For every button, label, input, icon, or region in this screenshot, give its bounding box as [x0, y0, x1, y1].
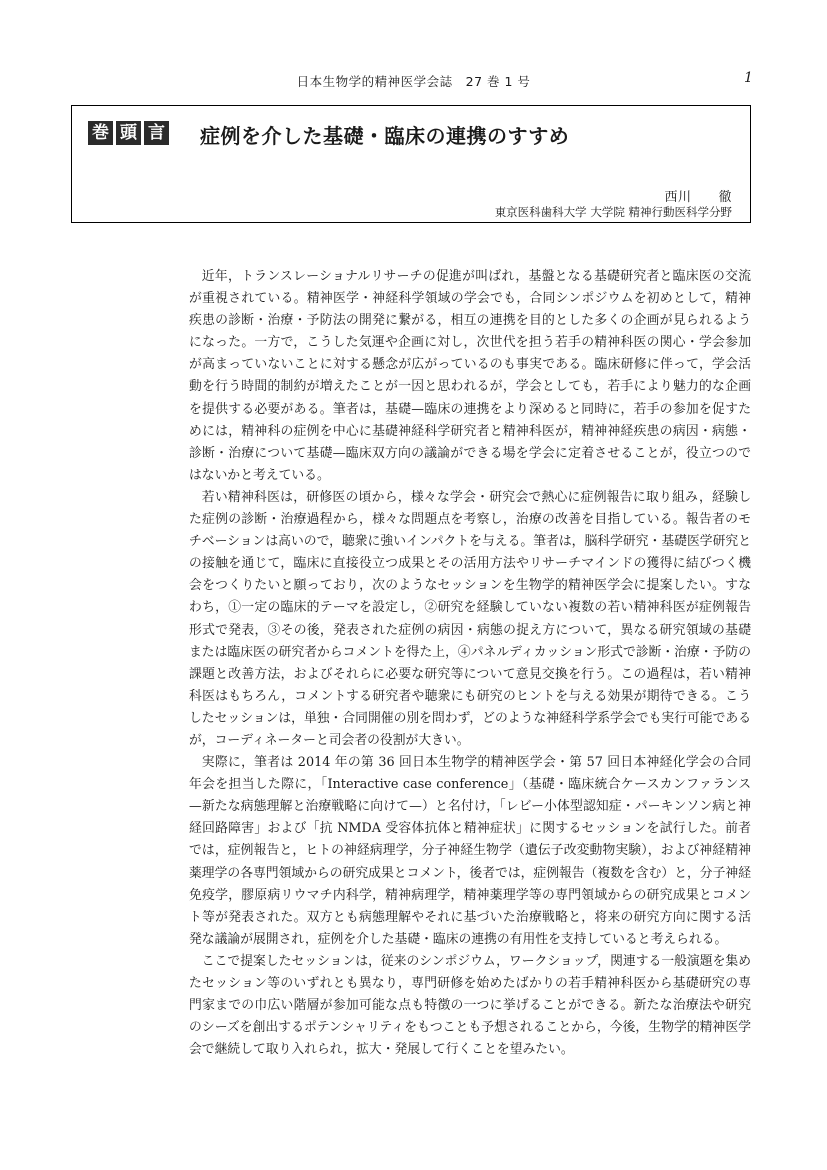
title-box	[71, 105, 751, 223]
section-label-char: 言	[144, 121, 169, 145]
author-name: 西川 徹	[664, 190, 732, 205]
article-title: 症例を介した基礎・臨床の連携のすすめ	[200, 124, 570, 148]
author-affiliation: 東京医科歯科大学 大学院 精神行動医科学分野	[494, 205, 732, 219]
body-paragraph: 実際に，筆者は 2014 年の第 36 回日本生物学的精神医学会・第 57 回日本神経化学会の合同年会を担当した際に，「Interactive case conference」（基礎・臨床統合ケースカンファランス—新たな病態理解と治療戦略に向けて—）と名付け，「レビー小体型認知症・パーキンソン病と神経回路障害」および「抗 NMDA 受容体抗体と精神症状」に関するセッションを試行した。前者では，症例報告と，ヒトの神経病理学，分子神経生物学（遺伝子改変動物実験），および神経精神薬理学の各専門領域からの研究成果とコメント，後者では，症例報告（複数を含む）と，分子神経免疫学，膠原病リウマチ内科学，精神病理学，精神薬理学等の専門領域からの研究成果とコメント等が発表された。双方とも病態理解やそれに基づいた治療戦略と，将来の研究方向に関する活発な議論が展開され，症例を介した基礎・臨床の連携の有用性を支持していると考えられる。	[189, 755, 751, 947]
section-label-char: 巻	[88, 121, 113, 145]
section-label	[88, 121, 169, 145]
article-body	[189, 266, 751, 1061]
section-label-char: 頭	[116, 121, 141, 145]
page-number: 1	[744, 70, 753, 86]
journal-running-header: 日本生物学的精神医学会誌 27 巻 1 号	[296, 74, 531, 89]
body-paragraph: ここで提案したセッションは，従来のシンポジウム，ワークショップ，関連する一般演題を集めたセッション等のいずれとも異なり，専門研修を始めたばかりの若手精神科医から基礎研究の専門家までの巾広い階層が参加可能な点も特徴の一つに挙げることができる。新たな治療法や研究のシーズを創出するポテンシャリティをもつことも予想されることから，今後，生物学的精神医学会で継続して取り入れられ，拡大・発展して行くことを望みたい。	[189, 953, 751, 1058]
body-paragraph: 若い精神科医は，研修医の頃から，様々な学会・研究会で熱心に症例報告に取り組み，経験した症例の診断・治療過程から，様々な問題点を考察し，治療の改善を目指している。報告者のモチベーションは高いので，聴衆に強いインパクトを与える。筆者は，脳科学研究・基礎医学研究との接触を通じて，臨床に直接役立つ成果とその活用方法やリサーチマインドの獲得に結びつく機会をつくりたいと願っており，次のようなセッションを生物学的精神医学会に提案したい。すなわち，①一定の臨床的テーマを設定し，②研究を経験していない複数の若い精神科医が症例報告形式で発表，③その後，発表された症例の病因・病態の捉え方について，異なる研究領域の基礎または臨床医の研究者からコメントを得た上，④パネルディカッション形式で診断・治療・予防の課題と改善方法，およびそれらに必要な研究等について意見交換を行う。この過程は，若い精神科医はもちろん，コメントする研究者や聴衆にも研究のヒントを与える効果が期待できる。こうしたセッションは，単独・合同開催の別を問わず，どのような神経科学系学会でも実行可能であるが，コーディネーターと司会者の役割が大きい。	[189, 489, 751, 748]
body-paragraph: 近年，トランスレーショナルリサーチの促進が叫ばれ，基盤となる基礎研究者と臨床医の交流が重視されている。精神医学・神経科学領域の学会でも，合同シンポジウムを初めとして，精神疾患の診断・治療・予防法の開発に繋がる，相互の連携を目的とした多くの企画が見られるようになった。一方で，こうした気運や企画に対し，次世代を担う若手の精神科医の関心・学会参加が高まっていないことに対する懸念が広がっているのも事実である。臨床研修に伴って，学会活動を行う時間的制約が増えたことが一因と思われるが，学会としても，若手により魅力的な企画を提供する必要がある。筆者は，基礎—臨床の連携をより深めると同時に，若手の参加を促すためには，精神科の症例を中心に基礎神経科学研究者と精神科医が，精神神経疾患の病因・病態・診断・治療について基礎—臨床双方向の議論ができる場を学会に定着させることが，役立つのではないかと考えている。	[189, 269, 751, 483]
